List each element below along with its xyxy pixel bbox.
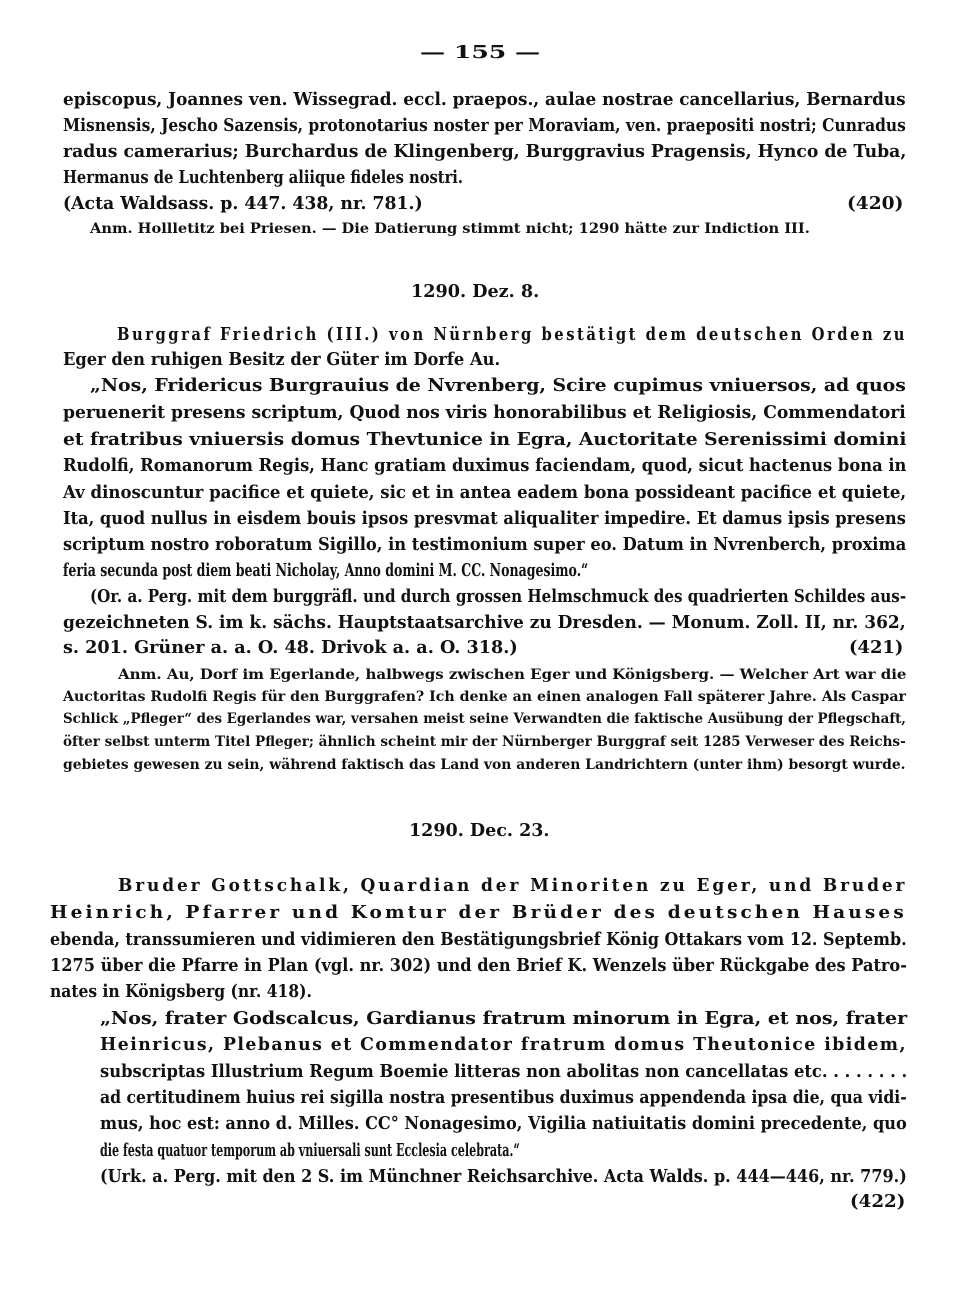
- entry-421-summary-line: Burggraf Friedrich (III.) von Nürnberg bestätigt dem deutschen Orden zu: [117, 324, 907, 345]
- page-number: — 155 —: [420, 42, 541, 63]
- entry-422-summary-line: Bruder Gottschalk, Quardian der Minoriten zu Eger, und Bruder: [118, 875, 908, 896]
- entry-422-summary-line: nates in Königsberg (nr. 418).: [50, 981, 312, 1002]
- entry-420-line: episcopus, Joannes ven. Wissegrad. eccl. praepos., aulae nostrae cancellarius, Bernardus: [63, 89, 906, 110]
- entry-422-summary-line: Heinrich, Pfarrer und Komtur der Brüder des deutschen Hauses: [50, 902, 907, 923]
- entry-422-number: (422): [850, 1191, 906, 1212]
- entry-421-text-line: „Nos, Fridericus Burgrauius de Nvrenberg, Scire cupimus vniuersos, ad quos: [90, 375, 906, 396]
- entry-421-text-line: Ita, quod nullus in eisdem bouis ipsos presvmat aliqualiter impedire. Et damus ipsis presens: [63, 508, 906, 529]
- entry-421-note-line: Auctoritas Rudolfi Regis für den Burggrafen? Ich denke an einen analogen Fall späterer Jahre. Als Caspar: [63, 689, 906, 705]
- entry-421-text-line: scriptum nostro roboratum Sigillo, in testimonium super eo. Datum in Nvrenberch, proxima: [63, 534, 907, 555]
- entry-421-date: 1290. Dez. 8.: [411, 281, 540, 302]
- entry-420-line: Misnensis, Jescho Sazensis, protonotarius noster per Moraviam, ven. praepositi nostri; Cunradus: [63, 115, 906, 136]
- entry-421-text-line: Rudolfi, Romanorum Regis, Hanc gratiam duximus faciendam, quod, sicut hactenus bona in: [63, 455, 907, 476]
- entry-421-text-line: et fratribus vniuersis domus Thevtunice in Egra, Auctoritate Serenissimi domini: [63, 429, 907, 450]
- entry-420-note: Anm. Hollletitz bei Priesen. — Die Datierung stimmt nicht; 1290 hätte zur Indiction III.: [90, 221, 810, 237]
- entry-422-date: 1290. Dec. 23.: [409, 820, 550, 841]
- entry-422-text-line: subscriptas Illustrium Regum Boemie litteras non abolitas non cancellatas etc. . . . . . . .: [100, 1061, 908, 1082]
- entry-421-note-line: gebietes gewesen zu sein, während faktisch das Land von anderen Landrichtern (unter ihm) besorgt wurde.: [63, 757, 906, 773]
- entry-421-source-line: (Or. a. Perg. mit dem burggräfl. und durch grossen Helmschmuck des quadrierten Schildes aus-: [90, 586, 907, 607]
- entry-422-text-line: Heinricus, Plebanus et Commendator fratrum domus Theutonice ibidem,: [100, 1034, 907, 1055]
- entry-422-text-line: die festa quatuor temporum ab vniuersali sunt Ecclesia celebrata.“: [100, 1140, 520, 1161]
- entry-421-text-line: feria secunda post diem beati Nicholay, Anno domini M. CC. Nonagesimo.“: [63, 560, 589, 581]
- entry-421-text-line: peruenerit presens scriptum, Quod nos viris honorabilibus et Religiosis, Commendatori: [63, 402, 906, 423]
- entry-421-note-line: öfter selbst unterm Titel Pfleger; ähnlich scheint mir der Nürnberger Burggraf seit 1285 Verweser des Reichs-: [63, 734, 906, 750]
- entry-420-number: (420): [847, 193, 904, 214]
- entry-420-line: Hermanus de Luchtenberg aliique fideles nostri.: [63, 167, 464, 188]
- entry-422-summary-line: ebenda, transsumieren und vidimieren den Bestätigungsbrief König Ottakars vom 12. Septemb.: [50, 929, 907, 950]
- entry-420-line: radus camerarius; Burchardus de Klingenberg, Burggravius Pragensis, Hynco de Tuba,: [63, 141, 907, 162]
- entry-421-text-line: Av dinoscuntur pacifice et quiete, sic et in antea eadem bona possideant pacifice et quiete,: [63, 482, 907, 503]
- entry-421-note-line: Schlick „Pfleger“ des Egerlandes war, versahen meist seine Verwandten die faktische Ausübung der Pflegschaft,: [63, 711, 906, 727]
- entry-420-source: (Acta Waldsass. p. 447. 438, nr. 781.): [63, 193, 423, 214]
- entry-422-text-line: „Nos, frater Godscalcus, Gardianus fratrum minorum in Egra, et nos, frater: [100, 1008, 908, 1029]
- entry-421-source-line: gezeichneten S. im k. sächs. Hauptstaatsarchive zu Dresden. — Monum. Zoll. II, nr. 362,: [63, 612, 906, 633]
- entry-421-source-line: s. 201. Grüner a. a. O. 48. Drivok a. a. O. 318.): [63, 637, 518, 658]
- entry-421-number: (421): [849, 637, 904, 658]
- entry-421-summary-line: Eger den ruhigen Besitz der Güter im Dorfe Au.: [63, 349, 501, 370]
- entry-421-note-line: Anm. Au, Dorf im Egerlande, halbwegs zwischen Eger und Königsberg. — Welcher Art war die: [118, 667, 907, 683]
- entry-422-summary-line: 1275 über die Pfarre in Plan (vgl. nr. 302) und den Brief K. Wenzels über Rückgabe des Patro-: [50, 955, 907, 976]
- entry-422-text-line: mus, hoc est: anno d. Milles. CC° Nonagesimo, Vigilia natiuitatis domini precedente, quo: [100, 1113, 907, 1134]
- entry-422-text-line: ad certitudinem huius rei sigilla nostra presentibus duximus appendenda ipsa die, qua vidi-: [100, 1087, 907, 1108]
- entry-422-source: (Urk. a. Perg. mit den 2 S. im Münchner Reichsarchive. Acta Walds. p. 444—446, nr. 779.): [100, 1166, 907, 1187]
